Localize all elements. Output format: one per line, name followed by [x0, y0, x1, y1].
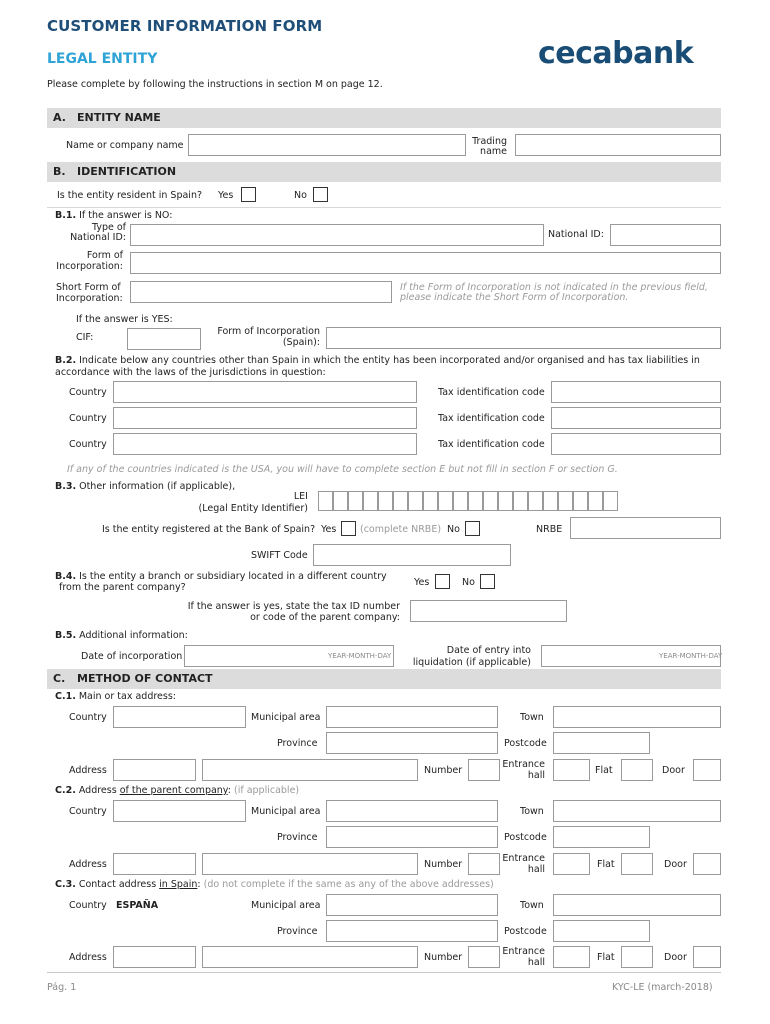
branch-yes-label: Yes: [414, 577, 430, 588]
b4-text-1: Is the entity a branch or subsidiary located in a different country: [79, 571, 387, 582]
c2-text-b: of the parent company: [119, 785, 228, 796]
branch-no-label: No: [462, 577, 475, 588]
c2-postcode-field[interactable]: [553, 826, 650, 848]
flat-label: Flat: [597, 952, 615, 963]
country-label: Country: [69, 387, 107, 398]
c3-postcode-field[interactable]: [553, 920, 650, 942]
form-inc-label-2: Incorporation:: [56, 261, 123, 272]
lei-cell[interactable]: [438, 491, 453, 511]
bank-spain-no-label: No: [447, 524, 460, 535]
if-yes-label: If the answer is YES:: [76, 314, 173, 325]
address-label: Address: [69, 765, 107, 776]
form-inc-spain-label-2: (Spain):: [282, 337, 320, 348]
c1-number-field[interactable]: [468, 759, 500, 781]
entrance-label-1: Entrance: [502, 759, 545, 770]
c3-text-b: in Spain: [159, 879, 198, 890]
b5-text: Additional information:: [79, 630, 188, 641]
c2-entrance-field[interactable]: [553, 853, 590, 875]
town-label: Town: [520, 900, 544, 911]
section-a-header: [47, 108, 721, 128]
section-b-key: B.: [53, 165, 66, 178]
date-inc-label: Date of incorporation: [81, 651, 183, 662]
entrance-label-2: hall: [527, 864, 545, 875]
branch-no-checkbox[interactable]: [480, 574, 495, 589]
b2-country-field[interactable]: [113, 407, 417, 429]
tax-code-label: Tax identification code: [438, 413, 545, 424]
section-a-key: A.: [53, 111, 66, 124]
usa-note: If any of the countries indicated is the USA, you will have to complete section E but not fill in section F or section G.: [67, 464, 618, 475]
number-label: Number: [424, 859, 463, 870]
b2-country-field[interactable]: [113, 381, 417, 403]
c3-door-field[interactable]: [693, 946, 721, 968]
lei-cell[interactable]: [498, 491, 513, 511]
province-label: Province: [277, 738, 318, 749]
nrbe-label: NRBE: [536, 524, 563, 535]
type-id-field[interactable]: [130, 224, 544, 246]
door-label: Door: [664, 952, 687, 963]
c2-address-field[interactable]: [202, 853, 418, 875]
c2-text-a: Address: [78, 785, 120, 796]
company-name-field[interactable]: [188, 134, 466, 156]
nrbe-field[interactable]: [570, 517, 721, 539]
country-label: Country: [69, 413, 107, 424]
lei-cell[interactable]: [348, 491, 363, 511]
c1-flat-field[interactable]: [621, 759, 653, 781]
municipal-label: Municipal area: [251, 900, 321, 911]
divider: [47, 207, 721, 208]
trading-label-1: Trading: [472, 136, 507, 147]
province-label: Province: [277, 926, 318, 937]
national-id-label: National ID:: [548, 229, 604, 240]
section-b-title: IDENTIFICATION: [77, 165, 177, 178]
b2-country-field[interactable]: [113, 433, 417, 455]
b1-key: B.1.: [55, 210, 77, 221]
flat-label: Flat: [595, 765, 613, 776]
b1-text: If the answer is NO:: [79, 210, 173, 221]
b3-text: Other information (if applicable),: [79, 481, 236, 492]
country-label: Country: [69, 712, 107, 723]
lei-cell[interactable]: [363, 491, 378, 511]
lei-cell[interactable]: [483, 491, 498, 511]
postcode-label: Postcode: [504, 926, 547, 937]
short-form-note-2: please indicate the Short Form of Incorporation.: [400, 292, 629, 303]
complete-nrbe-note: (complete NRBE): [360, 524, 442, 535]
c2-door-field[interactable]: [693, 853, 721, 875]
c2-address-type-field[interactable]: [113, 853, 196, 875]
cif-field[interactable]: [127, 328, 201, 350]
lei-cell[interactable]: [468, 491, 483, 511]
c1-door-field[interactable]: [693, 759, 721, 781]
lei-cell[interactable]: [573, 491, 588, 511]
section-b-header: [47, 162, 721, 182]
lei-cell[interactable]: [318, 491, 333, 511]
c1-municipal-field[interactable]: [326, 706, 498, 728]
c1-address-type-field[interactable]: [113, 759, 196, 781]
form-subtitle: LEGAL ENTITY: [47, 51, 158, 67]
b2-text-2: accordance with the laws of the jurisdictions in question:: [55, 367, 326, 378]
c3-province-field[interactable]: [326, 920, 498, 942]
date-liq-label-2: liquidation (if applicable): [412, 657, 531, 668]
c1-entrance-field[interactable]: [553, 759, 590, 781]
c3-text-a: Contact address: [78, 879, 160, 890]
postcode-label: Postcode: [504, 832, 547, 843]
trading-name-field[interactable]: [515, 134, 721, 156]
footer-divider: [47, 972, 721, 973]
c3-text-c: :: [197, 879, 201, 890]
municipal-label: Municipal area: [251, 712, 321, 723]
taxid-parent-label-2: or code of the parent company:: [250, 612, 400, 623]
c2-text-c: :: [227, 785, 231, 796]
bank-spain-yes-label: Yes: [321, 524, 337, 535]
lei-cell[interactable]: [528, 491, 543, 511]
bank-spain-yes-checkbox[interactable]: [341, 521, 356, 536]
form-reference: KYC-LE (march-2018): [612, 982, 713, 993]
b2-tax-code-field[interactable]: [551, 381, 721, 403]
town-label: Town: [520, 806, 544, 817]
c2-note: (if applicable): [233, 785, 300, 796]
b4-key: B.4.: [55, 571, 77, 582]
address-label: Address: [69, 859, 107, 870]
c2-town-field[interactable]: [553, 800, 721, 822]
form-inc-spain-label-1: Form of Incorporation: [217, 326, 320, 337]
c3-address-field[interactable]: [202, 946, 418, 968]
b2-key: B.2.: [55, 355, 77, 366]
c3-note: (do not complete if the same as any of the above addresses): [203, 879, 494, 890]
intro-text: Please complete by following the instructions in section M on page 12.: [47, 79, 383, 90]
door-label: Door: [664, 859, 687, 870]
resident-yes-checkbox[interactable]: [241, 187, 256, 202]
lei-cell[interactable]: [603, 491, 618, 511]
branch-yes-checkbox[interactable]: [435, 574, 450, 589]
address-label: Address: [69, 952, 107, 963]
c1-province-field[interactable]: [326, 732, 498, 754]
postcode-label: Postcode: [504, 738, 547, 749]
form-inc-label-1: Form of: [86, 250, 123, 261]
page-number: Pág. 1: [47, 982, 77, 993]
c1-country-field[interactable]: [113, 706, 246, 728]
date-liq-format: YEAR-MONTH-DAY: [659, 652, 723, 660]
tax-code-label: Tax identification code: [438, 439, 545, 450]
swift-field[interactable]: [313, 544, 511, 566]
date-inc-format: YEAR-MONTH-DAY: [328, 652, 392, 660]
b2-tax-code-field[interactable]: [551, 407, 721, 429]
lei-cell[interactable]: [543, 491, 558, 511]
b5-key: B.5.: [55, 630, 77, 641]
type-id-label-2: National ID:: [70, 232, 126, 243]
door-label: Door: [662, 765, 685, 776]
swift-label: SWIFT Code: [251, 550, 308, 561]
town-label: Town: [520, 712, 544, 723]
form-inc-spain-field[interactable]: [326, 327, 721, 349]
form-title: CUSTOMER INFORMATION FORM: [47, 17, 323, 35]
number-label: Number: [424, 952, 463, 963]
lei-label-2: (Legal Entity Identifier): [198, 503, 308, 514]
name-label: Name or company name: [66, 140, 184, 151]
section-c-header: [47, 669, 721, 689]
resident-yes-label: Yes: [218, 190, 234, 201]
lei-cell[interactable]: [453, 491, 468, 511]
national-id-field[interactable]: [610, 224, 721, 246]
c3-town-field[interactable]: [553, 894, 721, 916]
type-id-label-1: Type of: [92, 222, 126, 233]
form-of-incorporation-field[interactable]: [130, 252, 721, 274]
taxid-parent-label-1: If the answer is yes, state the tax ID number: [187, 601, 400, 612]
cecabank-logo: cecabank: [538, 36, 694, 71]
c1-address-field[interactable]: [202, 759, 418, 781]
b3-key: B.3.: [55, 481, 77, 492]
c2-key: C.2.: [55, 785, 76, 796]
section-c-key: C.: [53, 672, 66, 685]
number-label: Number: [424, 765, 463, 776]
c3-flat-field[interactable]: [621, 946, 653, 968]
c2-flat-field[interactable]: [621, 853, 653, 875]
section-c-title: METHOD OF CONTACT: [77, 672, 213, 685]
country-label: Country: [69, 900, 107, 911]
c2-municipal-field[interactable]: [326, 800, 498, 822]
trading-label-2: name: [480, 146, 507, 157]
short-form-label-1: Short Form of: [56, 282, 121, 293]
b4-text-2: from the parent company?: [59, 582, 186, 593]
c3-key: C.3.: [55, 879, 76, 890]
country-label: Country: [69, 439, 107, 450]
c3-country-value: ESPAÑA: [116, 900, 159, 911]
entrance-label-2: hall: [527, 770, 545, 781]
c3-municipal-field[interactable]: [326, 894, 498, 916]
country-label: Country: [69, 806, 107, 817]
resident-question: Is the entity resident in Spain?: [57, 190, 203, 201]
lei-label-1: LEI: [293, 491, 308, 502]
province-label: Province: [277, 832, 318, 843]
lei-cell[interactable]: [393, 491, 408, 511]
bank-spain-question: Is the entity registered at the Bank of Spain?: [102, 524, 316, 535]
entrance-label-1: Entrance: [502, 853, 545, 864]
entrance-label-2: hall: [527, 957, 545, 968]
bank-spain-no-checkbox[interactable]: [465, 521, 480, 536]
tax-code-label: Tax identification code: [438, 387, 545, 398]
lei-cell[interactable]: [378, 491, 393, 511]
flat-label: Flat: [597, 859, 615, 870]
municipal-label: Municipal area: [251, 806, 321, 817]
resident-no-label: No: [294, 190, 307, 201]
b2-text-1: Indicate below any countries other than Spain in which the entity has been incorporated and/or organised and has tax liabilities in: [79, 355, 700, 366]
c1-town-field[interactable]: [553, 706, 721, 728]
c2-province-field[interactable]: [326, 826, 498, 848]
lei-cell[interactable]: [423, 491, 438, 511]
short-form-note-1: If the Form of Incorporation is not indicated in the previous field,: [400, 282, 708, 293]
lei-cell[interactable]: [408, 491, 423, 511]
lei-cell[interactable]: [588, 491, 603, 511]
c3-entrance-field[interactable]: [553, 946, 590, 968]
c1-key: C.1.: [55, 691, 76, 702]
short-form-field[interactable]: [130, 281, 392, 303]
c2-country-field[interactable]: [113, 800, 246, 822]
short-form-label-2: Incorporation:: [56, 293, 123, 304]
entrance-label-1: Entrance: [502, 946, 545, 957]
resident-no-checkbox[interactable]: [313, 187, 328, 202]
c1-text: Main or tax address:: [78, 691, 176, 702]
date-liq-label-1: Date of entry into: [446, 645, 531, 656]
lei-cell[interactable]: [513, 491, 528, 511]
section-a-title: ENTITY NAME: [77, 111, 161, 124]
lei-cell[interactable]: [558, 491, 573, 511]
c3-address-type-field[interactable]: [113, 946, 196, 968]
b2-tax-code-field[interactable]: [551, 433, 721, 455]
cif-label: CIF:: [76, 332, 94, 343]
c1-postcode-field[interactable]: [553, 732, 650, 754]
lei-cell[interactable]: [333, 491, 348, 511]
c3-number-field[interactable]: [468, 946, 500, 968]
taxid-parent-field[interactable]: [410, 600, 567, 622]
c2-number-field[interactable]: [468, 853, 500, 875]
